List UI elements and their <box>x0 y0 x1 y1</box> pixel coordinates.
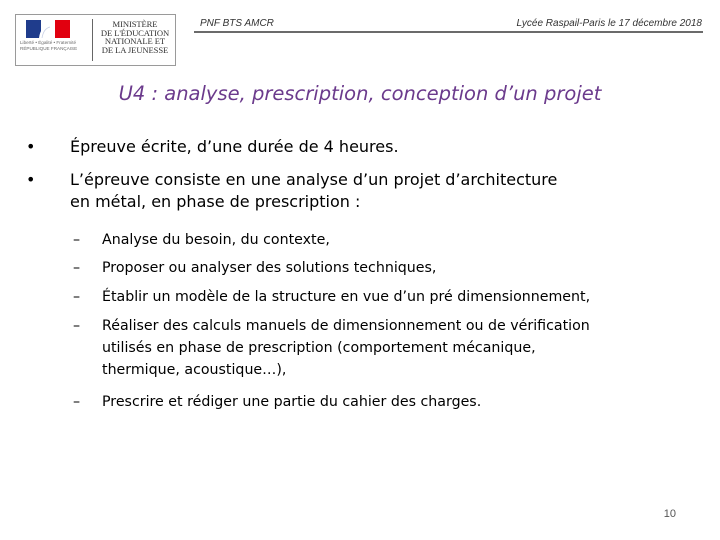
sub-item <box>73 286 692 308</box>
sub-item-dash: – <box>73 394 81 410</box>
sub-item-dash: – <box>73 318 81 334</box>
header-venue-date: Lycée Raspail-Paris le 17 décembre 2018 <box>516 18 702 29</box>
bullet-text-line: en métal, en phase de prescription : <box>70 192 361 211</box>
sub-item-text-line: utilisés en phase de prescription (comportement mécanique, <box>102 340 536 356</box>
flag-blue-band <box>26 20 41 38</box>
sub-item-dash: – <box>73 260 81 276</box>
ministry-line: MINISTÈRE <box>112 19 158 29</box>
sub-item <box>73 391 692 413</box>
motto-line: Liberté • Égalité • Fraternité <box>20 40 77 45</box>
marianne-flag-icon <box>26 20 70 38</box>
sub-item <box>73 229 692 251</box>
sub-item-text-line: Analyse du besoin, du contexte, <box>102 232 330 248</box>
sub-item <box>73 315 692 381</box>
republique-line: RÉPUBLIQUE FRANÇAISE <box>20 45 78 51</box>
ministry-name <box>96 20 174 54</box>
ministry-line: DE LA JEUNESSE <box>101 44 169 55</box>
ministry-logo <box>15 14 176 66</box>
sub-item-text-line: Proposer ou analyser des solutions techniques, <box>102 260 437 276</box>
bullet-text-line: L’épreuve consiste en une analyse d’un projet d’architecture <box>70 170 558 189</box>
ministry-line: DE L'ÉDUCATION <box>100 27 170 38</box>
sub-item-text-line: Réaliser des calculs manuels de dimensionnement ou de vérification <box>102 318 590 334</box>
bullet-text-line: Épreuve écrite, d’une durée de 4 heures. <box>70 137 399 156</box>
logo-divider <box>92 19 93 61</box>
slide-title: U4 : analyse, prescription, conception d’un projet <box>118 82 602 105</box>
sub-item-text-line: Établir un modèle de la structure en vue d’un pré dimensionnement, <box>102 289 591 305</box>
sub-item-dash: – <box>73 289 81 305</box>
header-rule <box>194 31 703 33</box>
republique-francaise-mark <box>20 19 80 61</box>
bullet-item <box>26 136 700 158</box>
sub-item-text-line: Prescrire et rédiger une partie du cahier des charges. <box>102 394 482 410</box>
sub-item-dash: – <box>73 232 81 248</box>
bullet-marker: • <box>26 137 36 156</box>
republique-motto <box>20 40 82 51</box>
page-number: 10 <box>663 508 676 520</box>
sub-item-text-line: thermique, acoustique…), <box>102 362 287 378</box>
ministry-line: NATIONALE ET <box>104 36 166 47</box>
sub-item <box>73 257 692 279</box>
flag-red-band <box>55 20 70 38</box>
header-program-label: PNF BTS AMCR <box>200 18 274 29</box>
bullet-marker: • <box>26 170 36 189</box>
bullet-item <box>26 169 700 213</box>
